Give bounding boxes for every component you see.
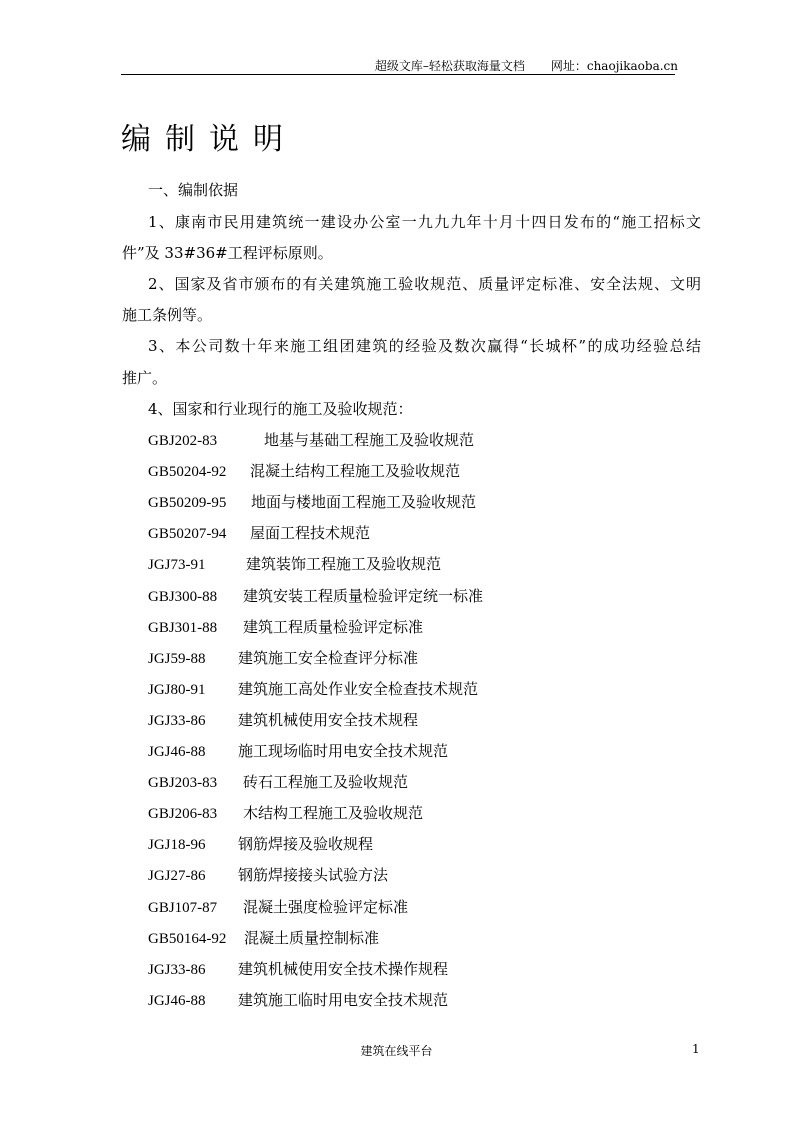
- paragraph-1-line-2: 件”及 33#36#工程评标原则。: [122, 244, 333, 262]
- standard-code: JGJ33-86: [148, 961, 206, 978]
- standard-code: GBJ206-83: [148, 806, 218, 823]
- standard-item: [148, 959, 448, 980]
- standard-item: [148, 928, 379, 949]
- standard-item: [148, 990, 448, 1011]
- standard-name: 施工现场临时用电安全技术规范: [238, 742, 449, 760]
- page-title: 编制说明: [121, 122, 297, 157]
- standard-item: [148, 834, 373, 855]
- standard-name: 地基与基础工程施工及验收规范: [264, 431, 475, 449]
- standard-name: 建筑施工高处作业安全检查技术规范: [238, 679, 479, 698]
- standard-name: 砖石工程施工及验收规范: [243, 773, 409, 792]
- standard-code: GB50207-94: [148, 526, 227, 543]
- standard-item: [148, 430, 474, 451]
- standard-item: [148, 461, 460, 482]
- section-heading: 一、编制依据: [148, 181, 239, 199]
- standard-code: JGJ59-88: [148, 650, 206, 667]
- standard-item: [148, 523, 370, 544]
- standard-name: 钢筋焊接及验收规程: [238, 835, 374, 854]
- standard-code: GB50209-95: [148, 495, 227, 512]
- standard-name: 建筑机械使用安全技术操作规程: [238, 959, 449, 978]
- standard-code: JGJ73-91: [148, 557, 206, 574]
- standard-code: JGJ46-88: [148, 992, 206, 1009]
- list-intro: 4、国家和行业现行的施工及验收规范：: [148, 400, 413, 418]
- standard-name: 木结构工程施工及验收规范: [243, 804, 424, 823]
- standard-name: 建筑工程质量检验评定标准: [243, 617, 424, 636]
- paragraph-3-line-2: 推广。: [122, 369, 168, 387]
- header-rule: [121, 74, 675, 75]
- standard-item: [148, 803, 423, 824]
- standard-name: 建筑装饰工程施工及验收规范: [246, 555, 442, 574]
- standard-code: JGJ18-96: [148, 837, 206, 854]
- standard-name: 建筑施工安全检查评分标准: [238, 648, 419, 667]
- standard-name: 钢筋焊接接头试验方法: [238, 866, 389, 885]
- standard-code: GBJ203-83: [148, 775, 218, 792]
- standard-code: GB50204-92: [148, 464, 227, 481]
- standard-name: 混凝土强度检验评定标准: [243, 897, 409, 916]
- standard-item: [148, 897, 408, 918]
- standard-name: 屋面工程技术规范: [250, 524, 371, 543]
- paragraph-2-line-2: 施工条例等。: [122, 306, 213, 324]
- standard-code: GBJ300-88: [148, 588, 218, 605]
- standard-name: 混凝土质量控制标准: [244, 928, 380, 947]
- standard-item: [148, 679, 478, 700]
- standard-item: [148, 554, 441, 575]
- footer-text: 建筑在线平台: [360, 1044, 433, 1058]
- standard-item: [148, 492, 476, 513]
- standard-item: [148, 648, 418, 669]
- standard-item: [148, 710, 418, 731]
- standard-name: 建筑机械使用安全技术规程: [238, 710, 419, 729]
- standard-name: 混凝土结构工程施工及验收规范: [250, 462, 461, 481]
- standard-code: JGJ27-86: [148, 868, 206, 885]
- standard-code: JGJ33-86: [148, 712, 206, 729]
- page-header: [375, 57, 678, 74]
- standard-item: [148, 617, 423, 638]
- paragraph-3-line-1: 3、本公司数十年来施工组团建筑的经验及数次赢得“长城杯”的成功经验总结: [148, 337, 701, 355]
- standard-code: GB50164-92: [148, 930, 227, 947]
- paragraph-1-line-1: 1、康南市民用建筑统一建设办公室一九九九年十月十四日发布的“施工招标文: [148, 213, 701, 231]
- standard-name: 建筑施工临时用电安全技术规范: [238, 990, 449, 1009]
- standard-item: [148, 865, 388, 886]
- standard-item: [148, 741, 448, 762]
- page-number: 1: [692, 1042, 700, 1056]
- standard-code: GBJ301-88: [148, 619, 218, 636]
- standard-name: 地面与楼地面工程施工及验收规范: [251, 493, 477, 512]
- header-url: 网址：chaojikaoba.cn: [550, 59, 678, 73]
- paragraph-2-line-1: 2、国家及省市颁布的有关建筑施工验收规范、质量评定标准、安全法规、文明: [148, 275, 701, 293]
- header-site: 超级文库–轻松获取海量文档: [374, 59, 525, 73]
- standard-code: GBJ202-83: [148, 433, 218, 449]
- standard-code: GBJ107-87: [148, 899, 218, 916]
- standard-code: JGJ46-88: [148, 744, 206, 760]
- standard-item: [148, 586, 483, 607]
- standard-name: 建筑安装工程质量检验评定统一标准: [243, 586, 484, 605]
- standard-item: [148, 772, 408, 793]
- standard-code: JGJ80-91: [148, 681, 206, 698]
